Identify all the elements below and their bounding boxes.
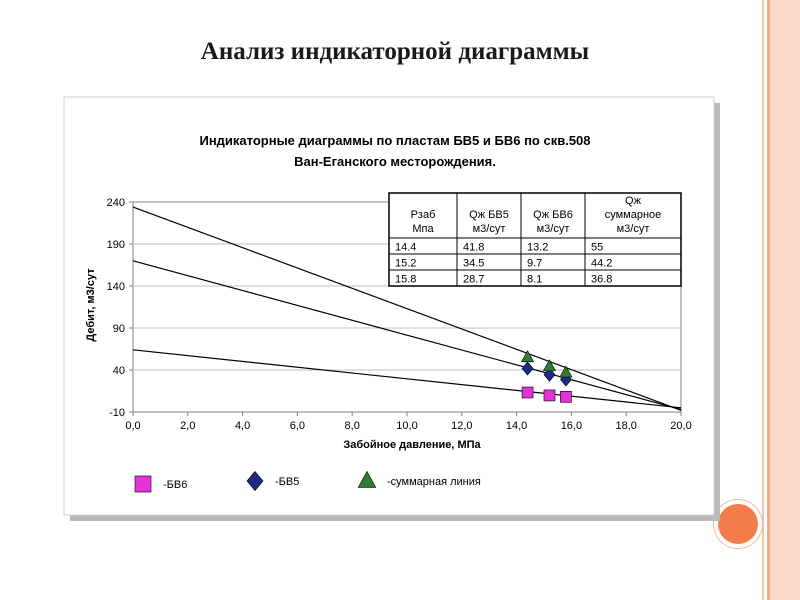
- slide-title: Анализ индикаторной диаграммы: [200, 38, 590, 65]
- table-cell: 28.7: [463, 273, 485, 286]
- x-axis-label: Забойное давление, МПа: [343, 439, 481, 451]
- square-data-point: [560, 391, 571, 402]
- legend-label: -суммарная линия: [387, 476, 481, 488]
- table-header-text: м3/сут: [536, 223, 570, 235]
- x-tick-label: 14,0: [505, 420, 528, 432]
- y-axis-label: Дебит, м3/сут: [85, 268, 97, 342]
- table-header-text: суммарное: [604, 209, 662, 221]
- x-tick-label: 10,0: [396, 420, 418, 432]
- table-header-text: Мпа: [412, 223, 434, 235]
- table-cell: 9.7: [527, 257, 543, 270]
- x-tick-label: 16,0: [560, 420, 583, 432]
- x-tick-label: 6,0: [289, 420, 306, 432]
- table-header-text: Qж БВ5: [469, 209, 509, 221]
- table-cell: 34.5: [463, 257, 485, 270]
- table-header-text: Qж БВ6: [533, 209, 573, 221]
- table-cell: 36.8: [591, 273, 613, 286]
- table-cell: 55: [591, 241, 604, 254]
- x-tick-label: 20,0: [670, 420, 692, 432]
- table-header-text: м3/сут: [472, 223, 506, 235]
- table-cell: 14.4: [395, 241, 417, 254]
- x-tick-label: 4,0: [234, 420, 251, 432]
- y-tick-label: 140: [106, 281, 125, 293]
- x-tick-label: 8,0: [344, 420, 360, 432]
- legend-label: -БВ6: [163, 479, 188, 491]
- x-tick-label: 2,0: [180, 420, 196, 432]
- x-tick-label: 12,0: [451, 420, 473, 432]
- table-cell: 41.8: [463, 241, 485, 254]
- table-header-text: Qж: [625, 195, 641, 207]
- y-tick-label: 190: [106, 239, 125, 251]
- y-tick-label: 240: [106, 197, 125, 209]
- data-table: [389, 193, 681, 286]
- y-tick-label: -10: [109, 407, 125, 419]
- square-data-point: [522, 387, 533, 398]
- x-tick-label: 0,0: [125, 420, 141, 432]
- legend-square-marker: [135, 476, 151, 492]
- x-tick-label: 18,0: [615, 420, 637, 432]
- table-cell: 13.2: [527, 241, 549, 254]
- table-cell: 8.1: [527, 273, 543, 286]
- table-header-text: м3/сут: [616, 223, 650, 235]
- y-tick-label: 40: [112, 365, 125, 377]
- y-tick-label: 90: [112, 323, 125, 335]
- table-header-text: Pзаб: [410, 209, 436, 221]
- square-data-point: [544, 390, 555, 401]
- legend-label: -БВ5: [275, 476, 300, 488]
- table-cell: 44.2: [591, 257, 613, 270]
- chart-title-line1: Индикаторные диаграммы по пластам БВ5 и БВ6 по скв.508: [199, 133, 591, 148]
- chart-title-line2: Ван-Еганского месторождения.: [294, 154, 496, 169]
- table-cell: 15.8: [395, 273, 417, 286]
- table-cell: 15.2: [395, 257, 417, 270]
